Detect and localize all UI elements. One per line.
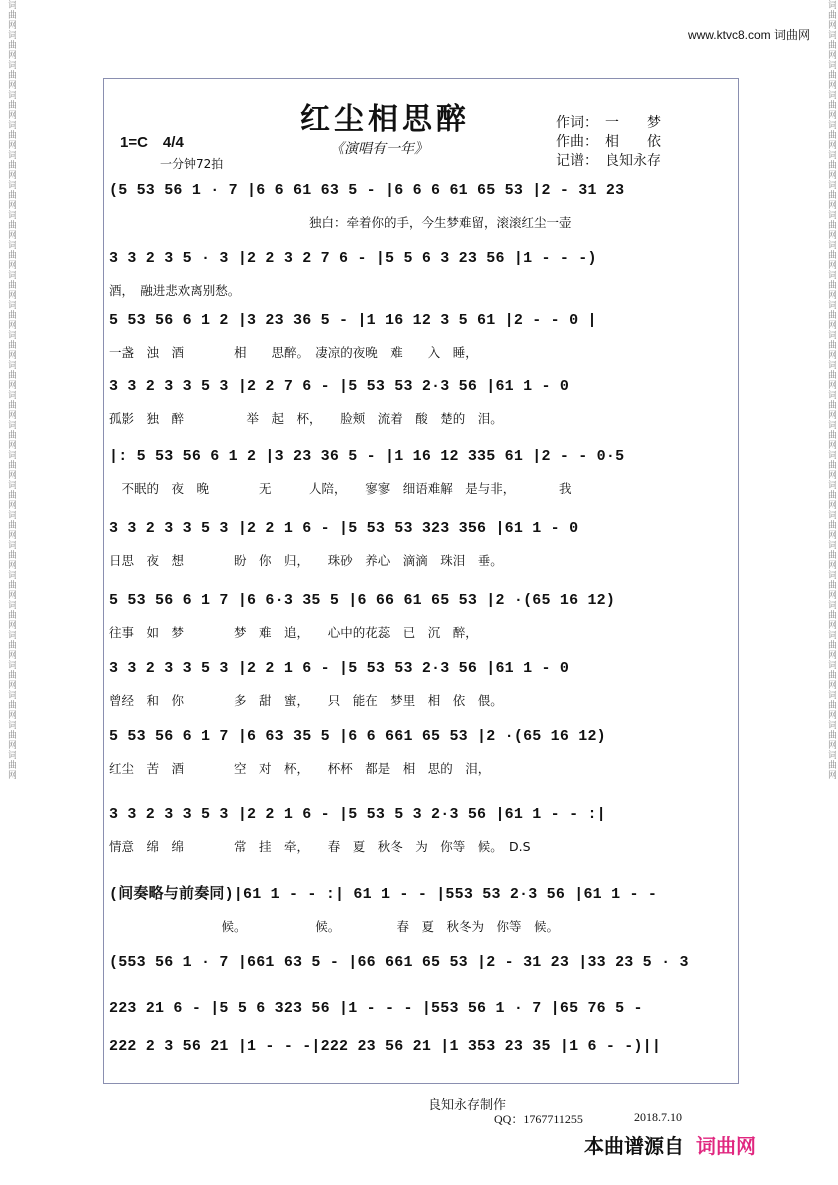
notation-row: (5 53 56 1 · 7 |6 6 61 63 5 - |6 6 6 61 65 53 |2 - 31 23 — [109, 182, 625, 199]
key-signature: 1=C 4/4 — [120, 134, 184, 151]
lyric-row: 酒， 融进悲欢离别愁。 — [109, 283, 241, 298]
lyric-row: 独白：牵着你的手，今生梦难留，滚滚红尘一壶 — [109, 215, 572, 230]
song-title: 红尘相思醉 — [300, 102, 470, 137]
lyric-row: 一盏 浊 酒 相 思醉。 凄凉的夜晚 难 入 睡， — [109, 345, 478, 360]
notation-row: 3 3 2 3 3 5 3 |2 2 1 6 - |5 53 5 3 2·3 56 |61 1 - - :| — [109, 806, 606, 823]
lyric-row: 红尘 苦 酒 空 对 杯， 杯杯 都是 相 思的 泪， — [109, 761, 491, 776]
score-line — [109, 806, 731, 855]
score-line — [109, 1038, 731, 1055]
score-line — [109, 378, 731, 427]
score-line — [109, 250, 731, 299]
score-line — [109, 882, 731, 935]
score-line — [109, 728, 731, 777]
score-line — [109, 954, 731, 971]
song-subtitle: 《演唱有一年》 — [330, 141, 428, 157]
lyricist-credit: 作词： 一 梦 — [556, 115, 661, 131]
notation-row: 5 53 56 6 1 2 |3 23 36 5 - |1 16 12 3 5 61 |2 - - 0 | — [109, 312, 597, 329]
lyric-row: 孤影 独 醉 举 起 杯， 脸颊 流着 酸 楚的 泪。 — [109, 411, 503, 426]
source-prefix: 本曲谱源自 — [584, 1134, 684, 1158]
notation-row: (553 56 1 · 7 |661 63 5 - |66 661 65 53 |2 - 31 23 |33 23 5 · 3 — [109, 954, 689, 971]
credits — [556, 114, 661, 171]
side-watermark-right: 词曲网词曲网词曲网词曲网词曲网词曲网词曲网词曲网词曲网词曲网词曲网词曲网词曲网词曲网词曲网词曲网词曲网词曲网词曲网词曲网词曲网词曲网词曲网词曲网词曲网词曲网 — [826, 0, 836, 780]
composer-credit: 作曲： 相 依 — [556, 134, 661, 150]
tempo-marking: 一分钟72拍 — [160, 157, 224, 171]
transcriber-credit: 记谱： 良知永存 — [556, 153, 661, 169]
site-url[interactable]: www.ktvc8.com 词曲网 — [687, 28, 810, 42]
notation-row: 5 53 56 6 1 7 |6 63 35 5 |6 6 661 65 53 |2 ·(65 16 12) — [109, 728, 606, 745]
lyric-row: 曾经 和 你 多 甜 蜜， 只 能在 梦里 相 依 偎。 — [109, 693, 503, 708]
score-line — [109, 520, 731, 569]
score-line — [109, 1000, 731, 1017]
footer-qq: QQ：1767711255 — [494, 1112, 583, 1126]
source-credit — [584, 1130, 756, 1159]
source-brand[interactable]: 词曲网 — [696, 1134, 756, 1158]
notation-row: (间奏略与前奏同)|61 1 - - :| 61 1 - - |553 53 2·3 56 |61 1 - - — [109, 886, 658, 903]
notation-row: 223 21 6 - |5 5 6 323 56 |1 - - - |553 56 1 · 7 |65 76 5 - — [109, 1000, 643, 1017]
score-line — [109, 592, 731, 641]
notation-row: 3 3 2 3 3 5 3 |2 2 7 6 - |5 53 53 2·3 56 |61 1 - 0 — [109, 378, 570, 395]
score-line — [109, 448, 731, 497]
side-watermark-left: 词曲网词曲网词曲网词曲网词曲网词曲网词曲网词曲网词曲网词曲网词曲网词曲网词曲网词曲网词曲网词曲网词曲网词曲网词曲网词曲网词曲网词曲网词曲网词曲网词曲网词曲网 — [6, 0, 16, 780]
footer-maker: 良知永存制作 — [428, 1098, 507, 1113]
score-line — [109, 312, 731, 361]
score-line — [109, 660, 731, 709]
notation-row: 3 3 2 3 5 · 3 |2 2 3 2 7 6 - |5 5 6 3 23 56 |1 - - -) — [109, 250, 597, 267]
notation-row: 222 2 3 56 21 |1 - - -|222 23 56 21 |1 353 23 35 |1 6 - -)|| — [109, 1038, 662, 1055]
notation-row: 3 3 2 3 3 5 3 |2 2 1 6 - |5 53 53 2·3 56 |61 1 - 0 — [109, 660, 570, 677]
lyric-row: 情意 绵 绵 常 挂 牵， 春 夏 秋冬 为 你等 候。 D.S — [109, 839, 531, 854]
lyric-row: 不眠的 夜 晚 无 人陪， 寥寥 细语难解 是与非， 我 — [109, 481, 572, 496]
lyric-row: 日思 夜 想 盼 你 归， 珠砂 养心 滴滴 珠泪 垂。 — [109, 553, 503, 568]
lyric-row: 往事 如 梦 梦 难 追， 心中的花蕊 已 沉 醉， — [109, 625, 478, 640]
notation-row: 3 3 2 3 3 5 3 |2 2 1 6 - |5 53 53 323 356 |61 1 - 0 — [109, 520, 579, 537]
footer-date: 2018.7.10 — [634, 1110, 682, 1124]
notation-row: 5 53 56 6 1 7 |6 6·3 35 5 |6 66 61 65 53 |2 ·(65 16 12) — [109, 592, 616, 609]
score-line — [109, 182, 731, 231]
lyric-row: 候。 候。 春 夏 秋冬为 你等 候。 — [109, 919, 560, 934]
notation-row: |: 5 53 56 6 1 2 |3 23 36 5 - |1 16 12 335 61 |2 - - 0·5 — [109, 448, 625, 465]
